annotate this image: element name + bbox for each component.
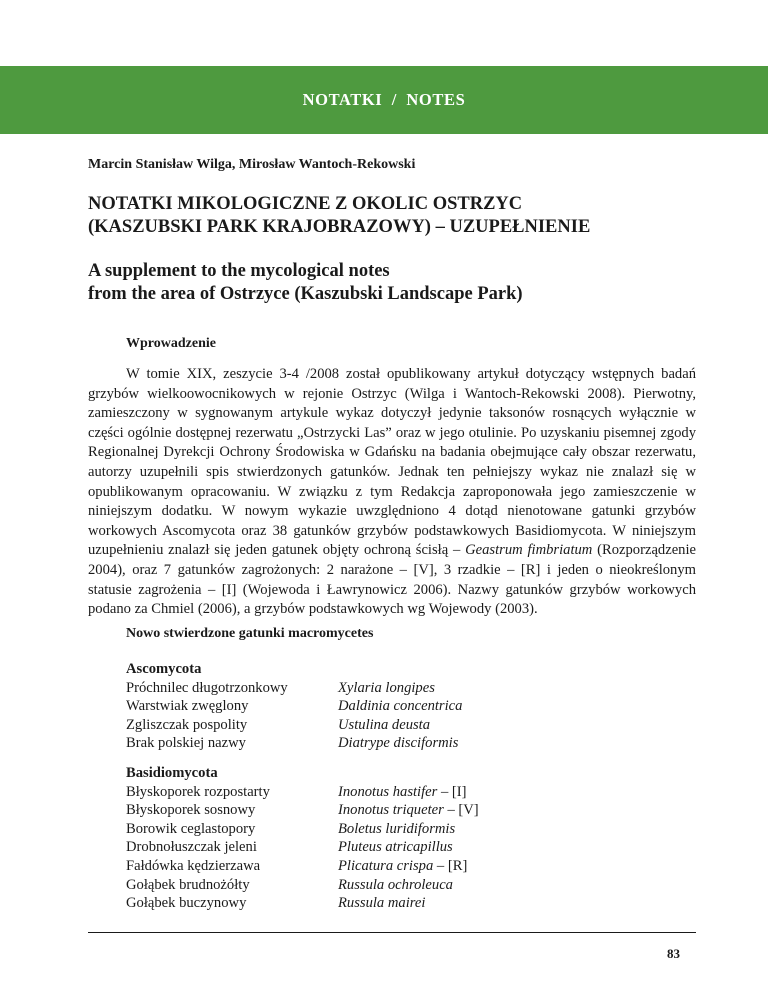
article-authors: Marcin Stanisław Wilga, Mirosław Wantoch-Rekowski [88, 157, 416, 172]
species-polish-name: Warstwiak zwęglony [126, 698, 249, 715]
basidiomycota-list [126, 764, 686, 913]
species-latin-name: Pluteus atricapillus [338, 839, 453, 856]
species-polish-name: Próchnilec długotrzonkowy [126, 679, 288, 696]
species-polish-name: Brak polskiej nazwy [126, 735, 246, 752]
threat-status: – [V] [443, 802, 479, 819]
species-polish-name: Zgliszczak pospolity [126, 716, 248, 733]
species-latin-cell [338, 894, 425, 913]
species-latin-name: Russula ochroleuca [338, 876, 453, 893]
title-line: NOTATKI MIKOLOGICZNE Z OKOLIC OSTRZYC [88, 194, 523, 214]
species-polish-name: Gołąbek brudnożółty [126, 876, 250, 893]
species-latin-name: Inonotus hastifer [338, 783, 438, 800]
title-line: from the area of Ostrzyce (Kaszubski Landscape Park) [88, 284, 523, 304]
species-polish-name: Borowik ceglastopory [126, 820, 256, 837]
species-latin-cell [338, 801, 479, 820]
title-line: (KASZUBSKI PARK KRAJOBRAZOWY) – UZUPEŁNIENIE [88, 217, 591, 237]
species-row [126, 876, 686, 895]
section-heading-introduction: Wprowadzenie [126, 336, 216, 351]
page-number: 83 [667, 946, 680, 961]
species-polish-name: Drobnołuszczak jeleni [126, 839, 257, 856]
section-title: NOTATKI / NOTES [302, 90, 466, 109]
species-latin-name: Plicatura crispa [338, 857, 434, 874]
group-label: Basidiomycota [126, 765, 218, 781]
article-title-polish [88, 193, 590, 239]
species-latin-name: Diatrype disciformis [338, 735, 459, 752]
species-row [126, 857, 686, 876]
species-row [126, 838, 686, 857]
species-polish-name: Błyskoporek rozpostarty [126, 783, 270, 800]
species-latin-name: Boletus luridiformis [338, 820, 456, 837]
species-row [126, 783, 686, 802]
species-latin-cell [338, 716, 430, 735]
footer-rule [88, 932, 696, 933]
species-polish-name: Gołąbek buczynowy [126, 895, 247, 912]
species-row [126, 679, 686, 698]
species-latin-cell [338, 838, 453, 857]
species-latin-name: Daldinia concentrica [338, 698, 463, 715]
species-latin-cell [338, 783, 467, 802]
intro-text: (Rozporządzenie 2004), oraz 7 gatunków zagrożonych: 2 narażone – [V], 3 rzadkie – [R] i jeden o nieokreślonym statusie zagrożenia – [I] (Wojewoda i Ławrynowicz 2006). Nazwy gatunków grzybów workowych podano za Chmiel (2006), a grzybów podstawkowych wg Wojewody (2003). [88, 542, 696, 618]
species-row [126, 716, 686, 735]
intro-text: W tomie XIX, zeszycie 3-4 /2008 został opublikowany artykuł dotyczący wstępnych badań grzybów wielkoowocnikowych w rejonie Ostrzyc (Wilga i Wantoch-Rekowski 2008). Pierwotny, zamieszczony w sygnowanym artykule wykaz dotyczył jedynie taksonów rosnących wyłącznie w części ogólnie dostępnej rezerwatu „Ostrzycki Las” oraz w jego otulinie. Po uzyskaniu pisemnej zgody Regionalnej Dyrekcji Ochrony Środowiska w Gdańsku na badania obejmujące cały obszar rezerwatu, autorzy uzupełnili spis stwierdzonych gatunków. Jednak ten pełniejszy wykaz nie znalazł się w opublikowanym opracowaniu. W związku z tym Redakcja zaproponowała jego zamieszczenie w niniejszym dodatku. W nowym wykazie uwzględniono 4 dotąd nienotowane gatunki grzybów workowych Ascomycota oraz 38 gatunków grzybów podstawkowych Basidiomycota. W niniejszym uzupełnieniu znalazł się jeden gatunek objęty ochroną ścisłą – [88, 366, 696, 559]
threat-status: – [R] [433, 857, 468, 874]
species-row [126, 697, 686, 716]
species-row [126, 734, 686, 753]
species-row [126, 801, 686, 820]
group-label: Ascomycota [126, 661, 202, 677]
species-latin-cell [338, 697, 462, 716]
article-title-english [88, 260, 523, 306]
species-latin-name: Ustulina deusta [338, 716, 431, 733]
species-latin-cell [338, 679, 435, 698]
ascomycota-list [126, 660, 686, 753]
introduction-paragraph [88, 365, 696, 620]
species-latin-cell [338, 876, 453, 895]
species-polish-name: Błyskoporek sosnowy [126, 802, 256, 819]
species-latin-cell [338, 857, 467, 876]
species-row [126, 894, 686, 913]
protected-species-name: Geastrum fimbriatum [465, 542, 593, 559]
section-banner [0, 66, 768, 134]
species-latin-cell [338, 820, 455, 839]
species-row [126, 820, 686, 839]
species-latin-name: Inonotus triqueter [338, 802, 444, 819]
title-line: A supplement to the mycological notes [88, 261, 390, 281]
species-latin-cell [338, 734, 458, 753]
threat-status: – [I] [437, 783, 467, 800]
species-latin-name: Russula mairei [338, 895, 426, 912]
species-polish-name: Fałdówka kędzierzawa [126, 857, 261, 874]
species-latin-name: Xylaria longipes [338, 679, 435, 696]
section-heading-species: Nowo stwierdzone gatunki macromycetes [126, 626, 374, 641]
